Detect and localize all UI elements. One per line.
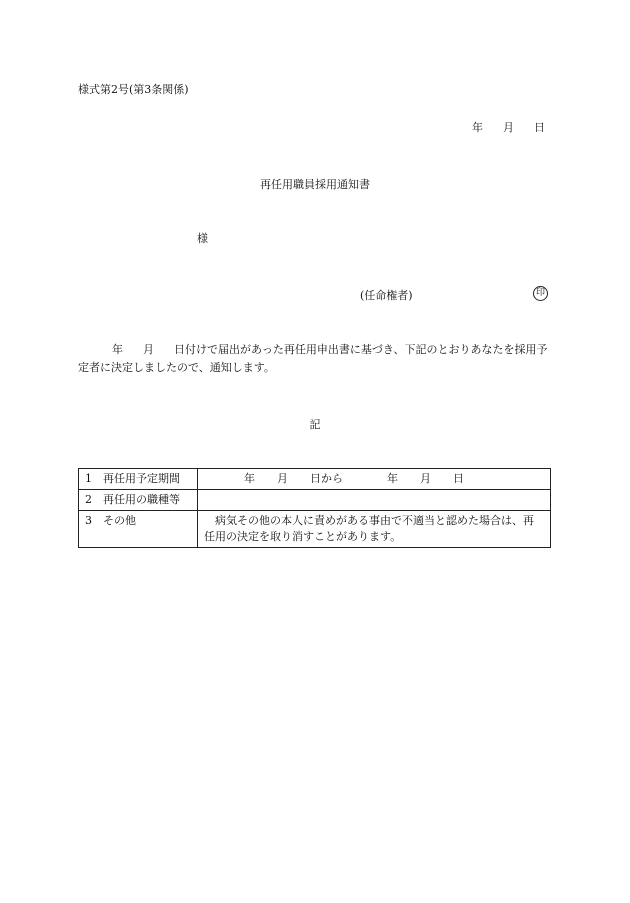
- body-month: 月: [143, 343, 154, 356]
- period-year-2: 年: [387, 472, 398, 485]
- details-table: [78, 468, 551, 548]
- appointer-label: (任命権者): [360, 289, 413, 302]
- row-label-other: 3 その他: [79, 511, 198, 548]
- date-month: 月: [503, 121, 514, 134]
- notice-body: [78, 341, 552, 377]
- period-day-from: 日から: [310, 472, 343, 485]
- row-value-period: [198, 469, 551, 490]
- period-year-1: 年: [244, 472, 255, 485]
- addressee-suffix: 様: [197, 232, 208, 245]
- row-value-other: 病気その他の本人に責めがある事由で不適当と認めた場合は、再任用の決定を取り消すことがあります。: [198, 511, 551, 548]
- date-day: 日: [534, 121, 545, 134]
- body-year: 年: [112, 343, 123, 356]
- document-title: 再任用職員採用通知書: [260, 178, 370, 191]
- table-row: [79, 490, 551, 511]
- period-month-2: 月: [420, 472, 431, 485]
- row-label-period: 1 再任用予定期間: [79, 469, 198, 490]
- ki-heading: 記: [309, 418, 321, 431]
- body-text: 日付けで届出があった再任用申出書に基づき、下記のとおりあなたを採用予定者に決定しましたので、通知します。: [78, 343, 548, 374]
- date-year: 年: [472, 121, 483, 134]
- period-day-2: 日: [453, 472, 464, 485]
- seal-icon: 印: [533, 286, 548, 301]
- form-number: 様式第2号(第3条関係): [78, 83, 189, 96]
- table-row: [79, 469, 551, 490]
- row-label-job-type: 2 再任用の職種等: [79, 490, 198, 511]
- row-value-job-type: [198, 490, 551, 511]
- table-row: [79, 511, 551, 548]
- date-line: [452, 119, 545, 135]
- period-month-1: 月: [277, 472, 288, 485]
